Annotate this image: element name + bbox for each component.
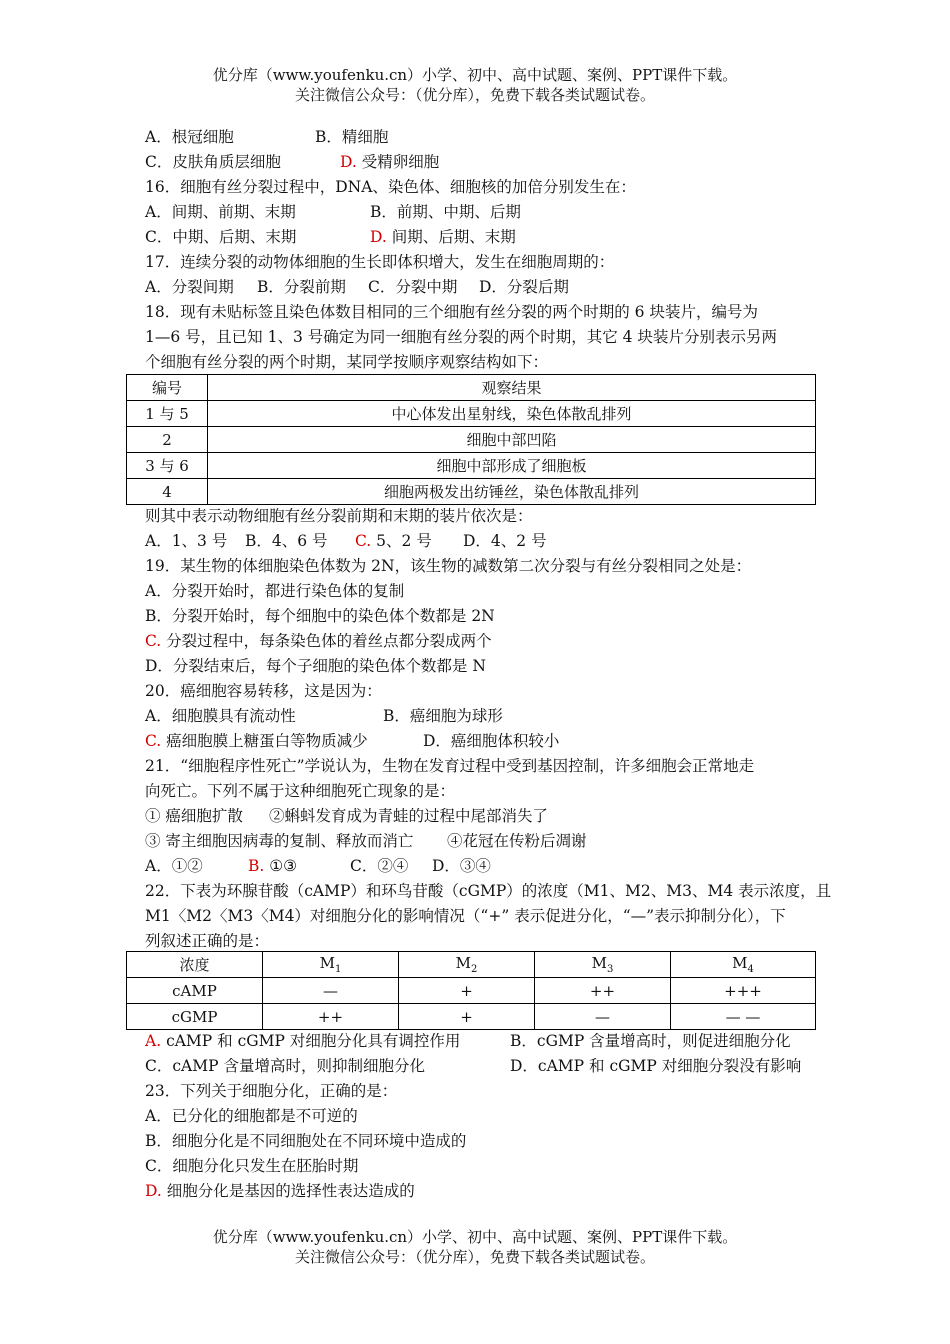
table-row (127, 453, 816, 479)
table-cell: ++ (535, 978, 671, 1004)
q19-stem: 19．某生物的体细胞染色体数为 2N，该生物的减数第二次分裂与有丝分裂相同之处是： (145, 557, 752, 575)
q16-option-c: C．中期、后期、末期 (145, 228, 297, 246)
q22-row-1 (145, 1030, 791, 1052)
q21-items-1 (145, 805, 549, 827)
table-row (127, 479, 816, 505)
q15-option-c: C．皮肤角质层细胞 (145, 153, 281, 171)
table-header-row (127, 375, 816, 401)
table-cell: 4 (127, 479, 208, 505)
q20-option-c: C. 癌细胞膜上糖蛋白等物质减少 (145, 732, 368, 750)
q20-option-b: B．癌细胞为球形 (383, 707, 503, 725)
table-header-cell: $M_3$ (535, 952, 671, 978)
q18-table (126, 374, 816, 505)
q20-row-2 (145, 730, 560, 752)
q16-option-d: D. 间期、后期、末期 (370, 228, 516, 246)
q21-item-4: ④花冠在传粉后凋谢 (447, 832, 587, 850)
answer-mark: D. (370, 228, 387, 246)
q16-row-1 (145, 201, 521, 223)
answer-mark: C. (145, 732, 162, 750)
q18-stem-1: 18．现有未贴标签且染色体数目相同的三个细胞有丝分裂的两个时期的 6 块装片，编号为 (145, 303, 758, 321)
header-line-2: 关注微信公众号：（优分库），免费下载各类试题试卷。 (294, 86, 655, 104)
q17-option-c: C．分裂中期 (368, 278, 458, 296)
header-line-1: 优分库（www.youfenku.cn）小学、初中、高中试题、案例、PPT课件下载。 (212, 66, 738, 84)
table-cell: +++ (671, 978, 816, 1004)
table-cell: + (399, 978, 535, 1004)
q23-stem: 23．下列关于细胞分化，正确的是： (145, 1082, 398, 1100)
table-cell: 3 与 6 (127, 453, 208, 479)
q18-option-b: B．4、6 号 (245, 532, 328, 550)
table-header-cell: 编号 (127, 375, 208, 401)
q15-option-a: A．根冠细胞 (145, 128, 234, 146)
q22-option-c: C．cAMP 含量增高时，则抑制细胞分化 (145, 1057, 425, 1075)
q17-option-a: A．分裂间期 (145, 278, 234, 296)
q15-option-d: D. 受精卵细胞 (340, 153, 440, 171)
q23-option-d: D. 细胞分化是基因的选择性表达造成的 (145, 1182, 415, 1200)
table-cell: cAMP (127, 978, 263, 1004)
answer-mark: D. (145, 1182, 162, 1200)
q19-option-a: A．分裂开始时，都进行染色体的复制 (145, 582, 405, 600)
q19-option-d: D．分裂结束后，每个子细胞的染色体个数都是 N (145, 657, 486, 675)
footer-line-1: 优分库（www.youfenku.cn）小学、初中、高中试题、案例、PPT课件下载。 (212, 1228, 738, 1246)
q19-option-c: C. 分裂过程中，每条染色体的着丝点都分裂成两个 (145, 632, 492, 650)
q23-option-c: C．细胞分化只发生在胚胎时期 (145, 1157, 359, 1175)
q21-option-b: B. ①③ (248, 857, 298, 875)
q18-stem-3: 个细胞有丝分裂的两个时期，某同学按顺序观察结构如下： (145, 353, 549, 371)
q22-option-b: B．cGMP 含量增高时，则促进细胞分化 (510, 1032, 791, 1050)
footer-line-2: 关注微信公众号：（优分库），免费下载各类试题试卷。 (294, 1248, 655, 1266)
q21-item-1: ① 癌细胞扩散 (145, 807, 243, 825)
q17-options (145, 276, 569, 298)
table-header-cell: 观察结果 (208, 375, 816, 401)
q23-option-a: A．已分化的细胞都是不可逆的 (145, 1107, 358, 1125)
q16-row-2 (145, 226, 516, 248)
q21-stem-1: 21．“细胞程序性死亡”学说认为，生物在发育过程中受到基因控制，许多细胞会正常地走 (145, 757, 755, 775)
table-cell: 细胞中部凹陷 (208, 427, 816, 453)
q20-option-d: D．癌细胞体积较小 (423, 732, 560, 750)
table-cell: — — (671, 1004, 816, 1030)
table-header-cell: 浓度 (127, 952, 263, 978)
table-cell: 细胞中部形成了细胞板 (208, 453, 816, 479)
q19-option-b: B．分裂开始时，每个细胞中的染色体个数都是 2N (145, 607, 495, 625)
q18-option-c: C. 5、2 号 (355, 532, 432, 550)
table-cell: — (535, 1004, 671, 1030)
table-row (127, 401, 816, 427)
q21-item-3: ③ 寄主细胞因病毒的复制、释放而消亡 (145, 832, 414, 850)
table-cell: — (263, 978, 399, 1004)
q20-row-1 (145, 705, 503, 727)
q21-option-c: C．②④ (350, 857, 409, 875)
q18-after: 则其中表示动物细胞有丝分裂前期和末期的装片依次是： (145, 507, 533, 525)
q22-option-d: D．cAMP 和 cGMP 对细胞分裂没有影响 (510, 1057, 802, 1075)
q16-option-b: B．前期、中期、后期 (370, 203, 521, 221)
table-cell: ++ (263, 1004, 399, 1030)
table-cell: 中心体发出星射线，染色体散乱排列 (208, 401, 816, 427)
table-header-cell: $M_1$ (263, 952, 399, 978)
answer-mark: B. (248, 857, 265, 875)
q17-option-b: B．分裂前期 (257, 278, 346, 296)
q21-option-d: D．③④ (432, 857, 491, 875)
table-row (127, 427, 816, 453)
q22-stem-1: 22．下表为环腺苷酸（cAMP）和环鸟苷酸（cGMP）的浓度（M1、M2、M3、M4 表示浓度，且 (145, 882, 832, 900)
q18-options (145, 530, 547, 552)
answer-mark: D. (340, 153, 357, 171)
q18-option-a: A．1、3 号 (145, 532, 228, 550)
answer-mark: A. (145, 1032, 162, 1050)
q22-stem-2: M1〈M2〈M3〈M4）对细胞分化的影响情况（“+” 表示促进分化，“—”表示抑制分化），下 (145, 907, 786, 925)
q23-option-b: B．细胞分化是不同细胞处在不同环境中造成的 (145, 1132, 467, 1150)
table-cell: 1 与 5 (127, 401, 208, 427)
table-header-row (127, 952, 816, 978)
q15-row-2 (145, 151, 440, 173)
q20-stem: 20．癌细胞容易转移，这是因为： (145, 682, 382, 700)
q17-stem: 17．连续分裂的动物体细胞的生长即体积增大，发生在细胞周期的： (145, 253, 615, 271)
table-cell: + (399, 1004, 535, 1030)
q17-option-d: D．分裂后期 (479, 278, 569, 296)
q21-stem-2: 向死亡。下列不属于这种细胞死亡现象的是： (145, 782, 456, 800)
q20-option-a: A．细胞膜具有流动性 (145, 707, 296, 725)
q18-stem-2: 1—6 号，且已知 1、3 号确定为同一细胞有丝分裂的两个时期，其它 4 块装片分别表示另两 (145, 328, 777, 346)
q21-items-2 (145, 830, 587, 852)
table-row (127, 1004, 816, 1030)
q15-option-b: B．精细胞 (315, 128, 389, 146)
q22-row-2 (145, 1055, 802, 1077)
table-header-cell: $M_2$ (399, 952, 535, 978)
table-header-cell: $M_4$ (671, 952, 816, 978)
q16-stem: 16．细胞有丝分裂过程中，DNA、染色体、细胞核的加倍分别发生在： (145, 178, 636, 196)
table-cell: 细胞两极发出纺锤丝，染色体散乱排列 (208, 479, 816, 505)
q22-option-a: A. cAMP 和 cGMP 对细胞分化具有调控作用 (145, 1032, 461, 1050)
q21-item-2: ②蝌蚪发育成为青蛙的过程中尾部消失了 (269, 807, 549, 825)
q15-row-1 (145, 126, 389, 148)
table-row (127, 978, 816, 1004)
q18-option-d: D．4、2 号 (463, 532, 547, 550)
q22-table (126, 951, 816, 1030)
table-cell: cGMP (127, 1004, 263, 1030)
answer-mark: C. (355, 532, 372, 550)
q16-option-a: A．间期、前期、末期 (145, 203, 296, 221)
q22-stem-3: 列叙述正确的是： (145, 932, 270, 950)
answer-mark: C. (145, 632, 162, 650)
q21-option-a: A．①② (145, 857, 203, 875)
q21-options (145, 855, 491, 877)
table-cell: 2 (127, 427, 208, 453)
